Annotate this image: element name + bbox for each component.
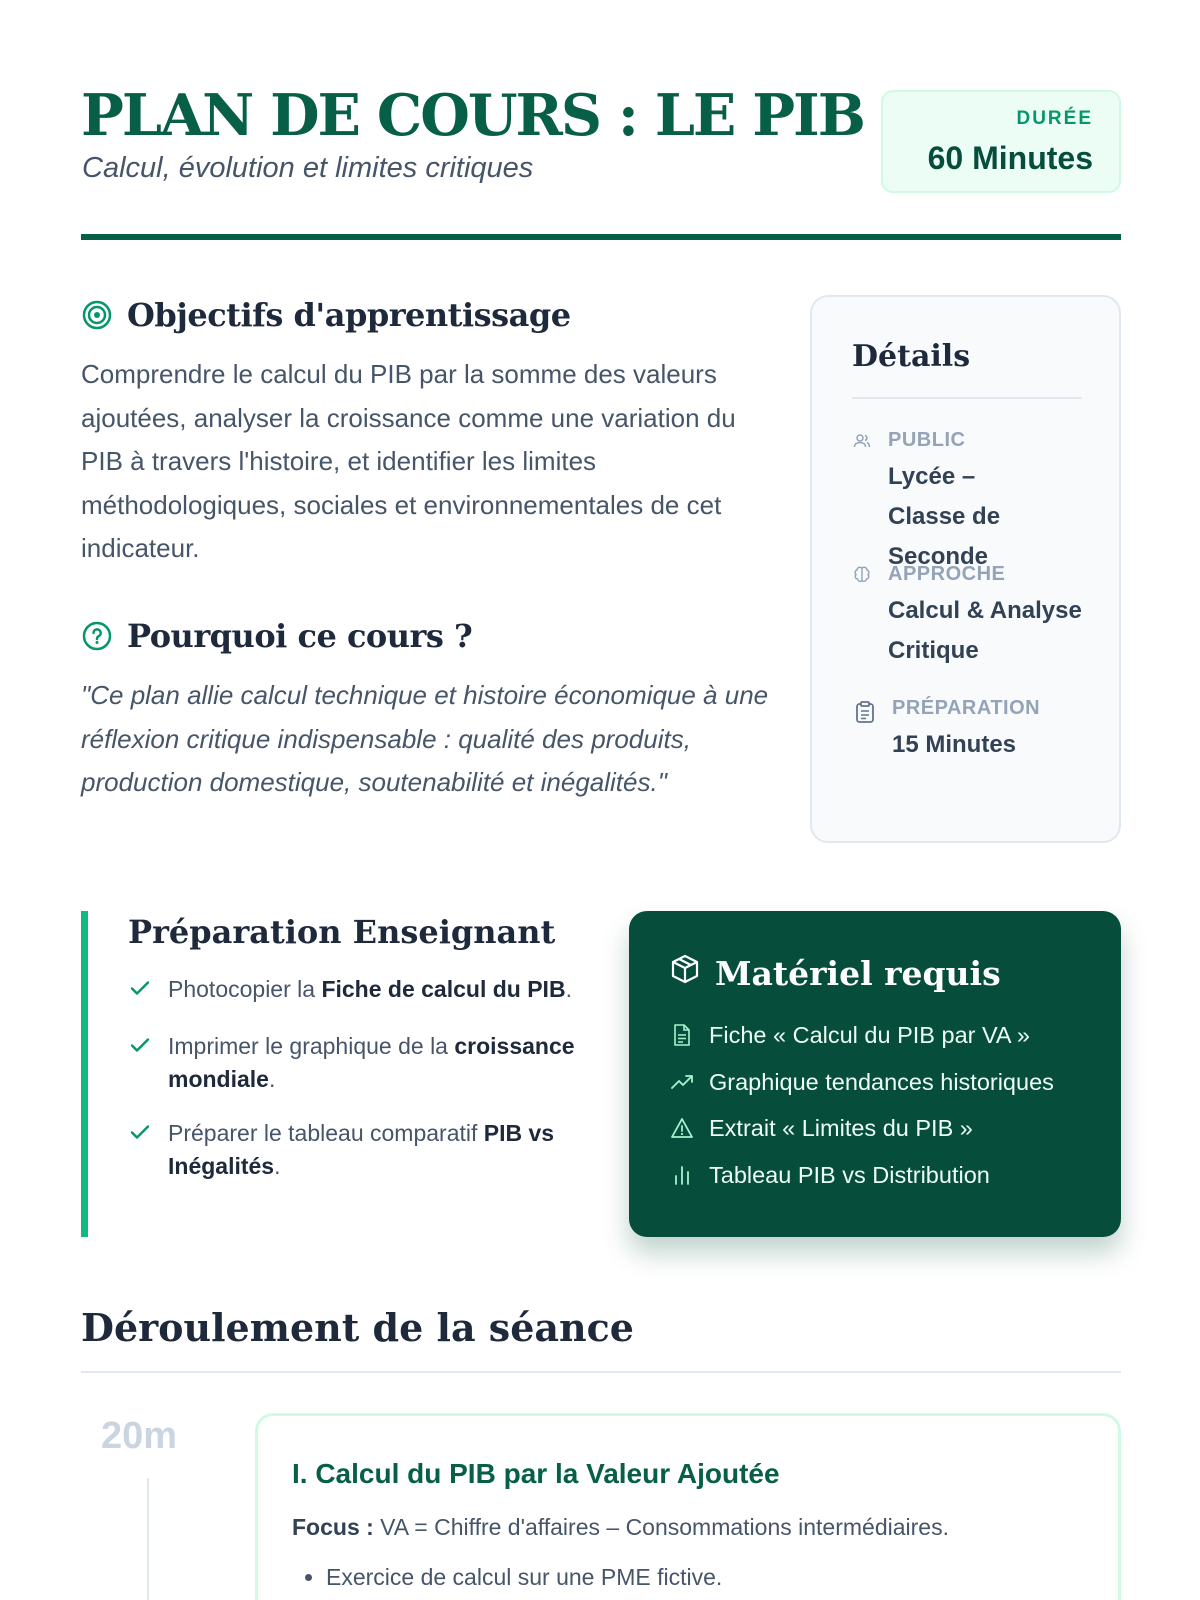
material-item (669, 1112, 1081, 1144)
focus-text: VA = Chiffre d'affaires – Consommations intermédiaires. (373, 1514, 949, 1540)
step-focus (292, 1514, 1084, 1541)
step-card (255, 1413, 1121, 1600)
details-divider (852, 397, 1082, 399)
prep-emphasis: croissance mondiale (168, 1032, 575, 1092)
detail-approche (852, 561, 1088, 671)
teacher-prep-section (81, 911, 601, 1237)
prep-item (128, 1117, 601, 1184)
timeline-line (147, 1478, 149, 1600)
objectives-heading (81, 296, 571, 334)
prep-text-end: . (565, 976, 572, 1002)
prep-item (128, 1030, 601, 1097)
material-item (669, 1159, 1081, 1191)
prep-emphasis: PIB vs Inégalités (168, 1119, 555, 1179)
prep-text: Imprimer le graphique de la (168, 1032, 455, 1059)
focus-label: Focus : (292, 1514, 374, 1540)
material-label: Tableau PIB vs Distribution (709, 1161, 990, 1188)
users-icon (852, 431, 874, 453)
objectives-text: Comprendre le calcul du PIB par la somme des valeurs ajoutées, analyser la croissance comme une variation du PIB à travers l'histoire, et identifier les limites méthodologiques, sociales et environnementales de cet indicateur. (81, 359, 736, 563)
prep-list (128, 973, 601, 1184)
duration-value: 60 Minutes (927, 140, 1093, 176)
material-label: Fiche « Calcul du PIB par VA » (709, 1022, 1030, 1048)
material-label: Graphique tendances historiques (709, 1068, 1054, 1095)
material-item (669, 1066, 1081, 1098)
materials-card (629, 911, 1121, 1237)
prep-item-text (168, 1030, 601, 1097)
materials-heading (669, 953, 1081, 993)
prep-item-text (168, 1117, 601, 1184)
detail-label: PRÉPARATION (892, 697, 1041, 719)
duration-badge (881, 90, 1121, 193)
detail-label: APPROCHE (888, 563, 1006, 585)
detail-preparation (852, 695, 1040, 765)
detail-label: PUBLIC (888, 429, 966, 451)
flow-title: Déroulement de la séance (81, 1305, 634, 1350)
alert-triangle-icon (669, 1115, 695, 1141)
brain-icon (852, 565, 874, 587)
package-icon (669, 953, 701, 993)
material-item (669, 1019, 1081, 1051)
step-bullet: • Exercice de calcul sur une PME fictive. (326, 1561, 1084, 1593)
bar-chart-icon (669, 1162, 695, 1188)
details-card (810, 295, 1121, 843)
check-icon (128, 1030, 154, 1097)
why-quote: "Ce plan allie calcul technique et histoire économique à une réflexion critique indispensable : qualité des produits, production domestique, soutenabilité et inégalités." (81, 680, 769, 797)
lesson-plan-page (81, 0, 1121, 1600)
prep-text-end: . (268, 1066, 276, 1092)
file-text-icon (669, 1022, 695, 1048)
page-subtitle: Calcul, évolution et limites critiques (82, 152, 534, 184)
why-title: Pourquoi ce cours ? (127, 617, 473, 655)
header (81, 84, 1121, 244)
prep-item (128, 973, 601, 1010)
flow-divider (81, 1371, 1121, 1373)
prep-text-end: . (274, 1153, 281, 1179)
materials-title: Matériel requis (715, 953, 1001, 993)
detail-value: 15 Minutes (892, 731, 1017, 758)
step-bullets (292, 1561, 1084, 1593)
details-title: Détails (852, 339, 971, 374)
clipboard-icon (852, 699, 878, 725)
materials-list (669, 1019, 1081, 1191)
help-circle-icon (81, 620, 113, 652)
prep-text: Préparer le tableau comparatif (168, 1119, 484, 1146)
prep-text: Photocopier la (168, 976, 322, 1002)
header-divider (81, 234, 1121, 240)
step-time: 20m (101, 1415, 178, 1457)
prep-emphasis: Fiche de calcul du PIB (321, 976, 566, 1002)
prep-item-text (168, 973, 572, 1010)
page-title: PLAN DE COURS : LE PIB (81, 82, 864, 149)
duration-label: DURÉE (1016, 108, 1093, 129)
objectives-title: Objectifs d'apprentissage (127, 296, 571, 334)
target-icon (81, 299, 113, 331)
detail-value: Calcul & Analyse Critique (888, 597, 1082, 664)
why-heading (81, 617, 472, 655)
detail-public (852, 427, 1058, 577)
prep-title: Préparation Enseignant (128, 913, 556, 951)
step-title: I. Calcul du PIB par la Valeur Ajoutée (292, 1458, 780, 1489)
check-icon (128, 973, 154, 1010)
trending-up-icon (669, 1069, 695, 1095)
material-label: Extrait « Limites du PIB » (709, 1115, 973, 1141)
check-icon (128, 1117, 154, 1184)
detail-value: Lycée – Classe de Seconde (888, 463, 1001, 570)
